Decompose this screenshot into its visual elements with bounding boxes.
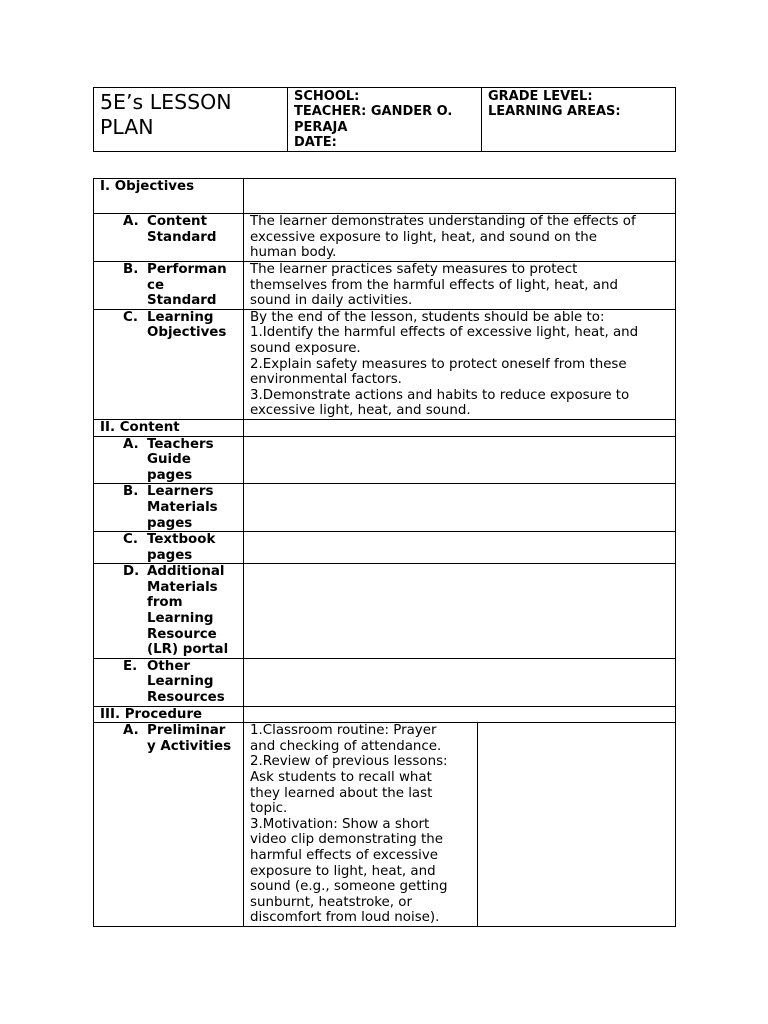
content-label-cell	[94, 419, 244, 436]
teachers-guide-row	[94, 436, 676, 484]
grade-areas-cell	[482, 88, 676, 152]
title-cell	[94, 88, 288, 152]
procedure-row	[94, 706, 676, 723]
textbook-row	[94, 532, 676, 564]
content-row	[94, 419, 676, 436]
textbook-label: C. Textbook pages	[123, 532, 216, 563]
additional-materials-label-cell	[94, 564, 244, 659]
objectives-row	[94, 179, 676, 214]
content-value-cell	[244, 419, 676, 436]
other-resources-value-cell	[244, 658, 676, 706]
section-title-content: II. Content	[100, 419, 180, 435]
learners-materials-label: B. Learners Materials pages	[123, 484, 218, 531]
teachers-guide-label-cell	[94, 436, 244, 484]
performance-standard-label: B. Performan ce Standard	[123, 262, 227, 309]
teachers-guide-label: A. Teachers Guide pages	[123, 436, 214, 483]
textbook-value-cell	[244, 532, 676, 564]
content-standard-text: The learner demonstrates understanding of the effects of excessive exposure to light, heat, and sound on the human body.	[244, 214, 676, 262]
school-label: SCHOOL:	[294, 89, 360, 104]
preliminary-activities-notes-cell	[478, 723, 676, 927]
date-label: DATE:	[294, 135, 337, 151]
additional-materials-label: D. Additional Materials from Learning Resource (LR) portal	[123, 564, 229, 658]
teacher-label: TEACHER: GANDER O.	[294, 104, 453, 120]
learning-objectives-label: C. Learning Objectives	[123, 309, 227, 341]
document-title: 5E’s LESSON PLAN	[100, 90, 232, 139]
preliminary-activities-label: A. Preliminar y Activities	[123, 723, 232, 754]
teacher-name-continued: PERAJA	[294, 119, 348, 135]
section-title-objectives: I. Objectives	[100, 179, 195, 194]
objectives-label-cell	[94, 179, 244, 214]
performance-standard-text: The learner practices safety measures to protect themselves from the harmful effects of light, heat, and sound in daily activities.	[244, 262, 676, 310]
other-resources-label-cell	[94, 658, 244, 706]
other-resources-row	[94, 658, 676, 706]
preliminary-activities-row	[94, 723, 676, 927]
content-standard-label-cell	[94, 214, 244, 262]
section-title-procedure: III. Procedure	[100, 706, 203, 722]
teachers-guide-value-cell	[244, 436, 676, 484]
procedure-value-cell	[244, 706, 676, 723]
content-standard-label: A. Content Standard	[123, 214, 217, 245]
performance-standard-label-cell	[94, 262, 244, 310]
learning-objectives-label-cell	[94, 309, 244, 419]
learning-objectives-row	[94, 309, 676, 419]
learning-areas-label: LEARNING AREAS:	[488, 104, 621, 120]
learners-materials-label-cell	[94, 484, 244, 532]
content-standard-row	[94, 214, 676, 262]
learners-materials-value-cell	[244, 484, 676, 532]
additional-materials-row	[94, 564, 676, 659]
textbook-label-cell	[94, 532, 244, 564]
objectives-value-cell	[244, 179, 676, 214]
grade-level-label: GRADE LEVEL:	[488, 89, 593, 104]
learning-objectives-text: By the end of the lesson, students should be able to: 1.Identify the harmful effects of excessive light, heat, and sound exposure. 2.Explain safety measures to protect oneself from these environmental factors. 3.Demonstrate actions and habits to reduce exposure to excessive light, heat, and sound.	[244, 309, 676, 419]
other-resources-label: E. Other Learning Resources	[123, 658, 225, 706]
lesson-plan-table	[93, 178, 676, 927]
additional-materials-value-cell	[244, 564, 676, 659]
header-table	[93, 87, 676, 152]
procedure-label-cell	[94, 706, 244, 723]
performance-standard-row	[94, 262, 676, 310]
school-teacher-date-cell	[288, 88, 482, 152]
preliminary-activities-label-cell	[94, 723, 244, 927]
learners-materials-row	[94, 484, 676, 532]
preliminary-activities-text: 1.Classroom routine: Prayer and checking of attendance. 2.Review of previous lessons: Ask students to recall what they learned about the last topic. 3.Motivation: Show a short video clip demonstrating the harmful effects of excessive exposure to light, heat, and sound (e.g., someone getting sunburnt, heatstroke, or discomfort from loud noise).	[244, 723, 478, 927]
